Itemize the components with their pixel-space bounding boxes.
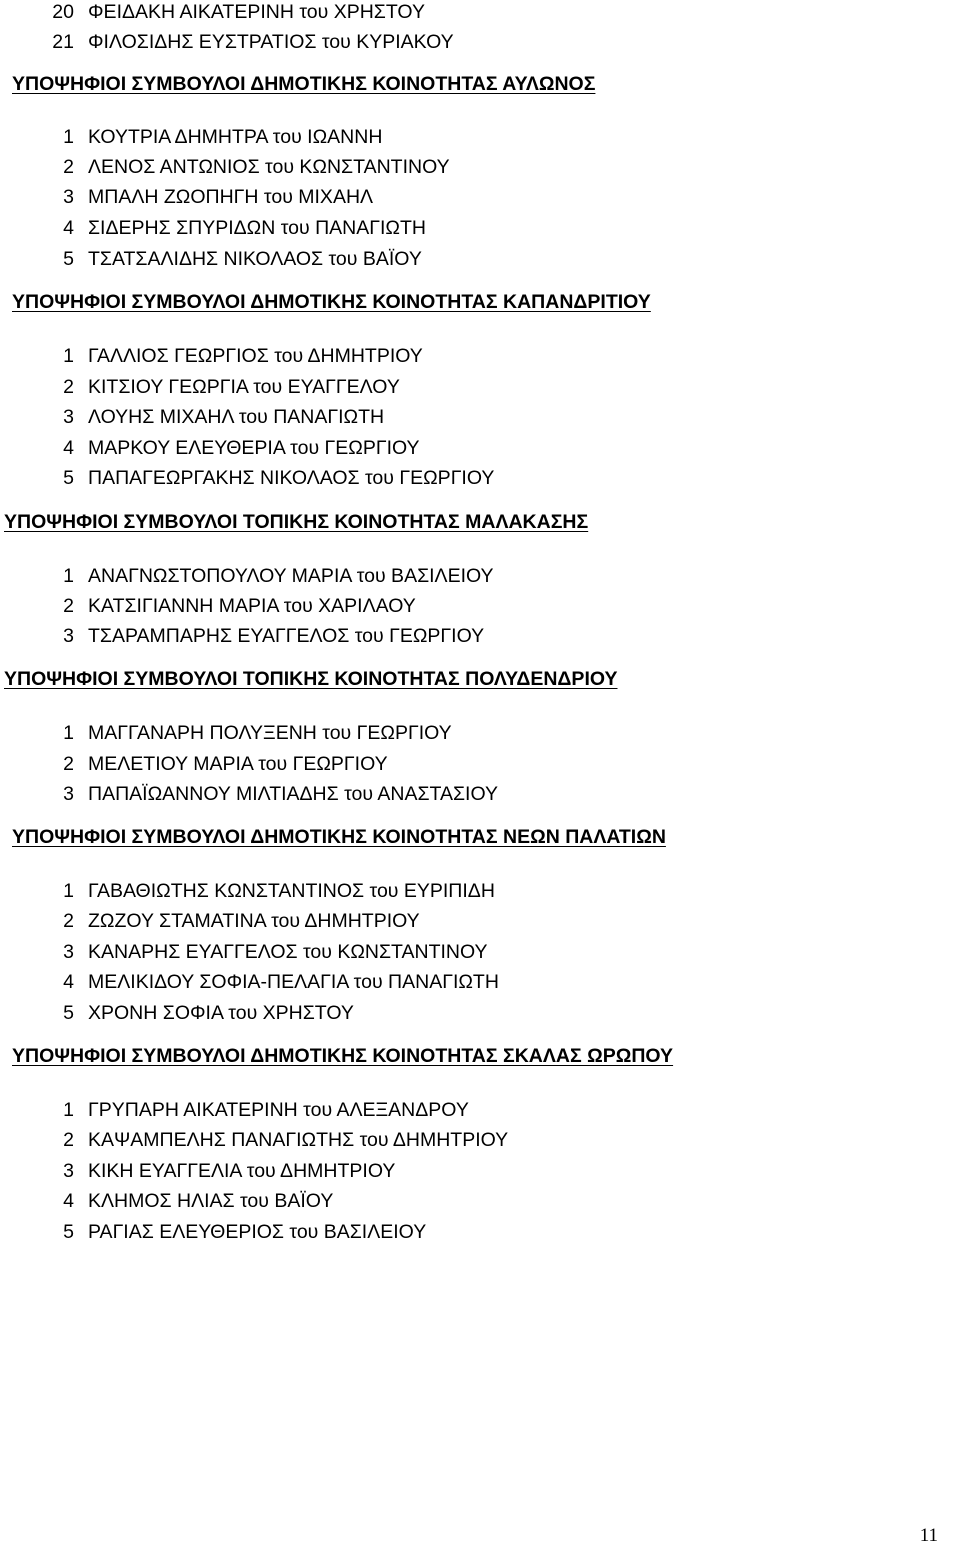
candidate-number: 1 [63, 565, 74, 587]
candidate-name: ΓΑΛΛΙΟΣ ΓΕΩΡΓΙΟΣ του ΔΗΜΗΤΡΙΟΥ [88, 345, 423, 367]
candidate-number: 3 [63, 406, 74, 428]
section-heading: ΥΠΟΨΗΦΙΟΙ ΣΥΜΒΟΥΛΟΙ ΔΗΜΟΤΙΚΗΣ ΚΟΙΝΟΤΗΤΑΣ ΝΕΩΝ ΠΑΛΑΤΙΩΝ [12, 826, 666, 848]
candidate-name: ΚΑΝΑΡΗΣ ΕΥΑΓΓΕΛΟΣ του ΚΩΝΣΤΑΝΤΙΝΟΥ [88, 941, 488, 963]
candidate-name: ΚΙΤΣΙΟΥ ΓΕΩΡΓΙΑ του ΕΥΑΓΓΕΛΟΥ [88, 376, 400, 398]
candidate-name: ΛΟΥΗΣ ΜΙΧΑΗΛ του ΠΑΝΑΓΙΩΤΗ [88, 406, 385, 428]
candidate-name: ΛΕΝΟΣ ΑΝΤΩΝΙΟΣ του ΚΩΝΣΤΑΝΤΙΝΟΥ [88, 156, 450, 178]
candidate-name: ΜΕΛΙΚΙΔΟΥ ΣΟΦΙΑ-ΠΕΛΑΓΙΑ του ΠΑΝΑΓΙΩΤΗ [88, 971, 499, 993]
candidate-number: 4 [63, 971, 74, 993]
candidate-number: 5 [63, 1002, 74, 1024]
section-heading: ΥΠΟΨΗΦΙΟΙ ΣΥΜΒΟΥΛΟΙ ΔΗΜΟΤΙΚΗΣ ΚΟΙΝΟΤΗΤΑΣ ΑΥΛΩΝΟΣ [12, 73, 596, 95]
candidate-name: ΠΑΠΑΪΩΑΝΝΟΥ ΜΙΛΤΙΑΔΗΣ του ΑΝΑΣΤΑΣΙΟΥ [88, 783, 499, 805]
candidate-name: ΚΛΗΜΟΣ ΗΛΙΑΣ του ΒΑΪΟΥ [88, 1190, 334, 1212]
candidate-number: 5 [63, 248, 74, 270]
candidate-number: 2 [63, 376, 74, 398]
candidate-name: ΓΡΥΠΑΡΗ ΑΙΚΑΤΕΡΙΝΗ του ΑΛΕΞΑΝΔΡΟΥ [88, 1099, 469, 1121]
candidate-number: 1 [63, 126, 74, 148]
section-heading: ΥΠΟΨΗΦΙΟΙ ΣΥΜΒΟΥΛΟΙ ΔΗΜΟΤΙΚΗΣ ΚΟΙΝΟΤΗΤΑΣ ΚΑΠΑΝΔΡΙΤΙΟΥ [12, 291, 651, 313]
candidate-name: ΚΟΥΤΡΙΑ ΔΗΜΗΤΡΑ του ΙΩΑΝΝΗ [88, 126, 383, 148]
candidate-number: 1 [63, 722, 74, 744]
candidate-name: ΜΑΡΚΟΥ ΕΛΕΥΘΕΡΙΑ του ΓΕΩΡΓΙΟΥ [88, 437, 420, 459]
candidate-number: 1 [63, 880, 74, 902]
candidate-name: ΚΙΚΗ ΕΥΑΓΓΕΛΙΑ του ΔΗΜΗΤΡΙΟΥ [88, 1160, 396, 1182]
candidate-number: 3 [63, 1160, 74, 1182]
candidate-name: ΚΑΤΣΙΓΙΑΝΝΗ ΜΑΡΙΑ του ΧΑΡΙΛΑΟΥ [88, 595, 416, 617]
candidate-number: 4 [63, 217, 74, 239]
candidate-name: ΚΑΨΑΜΠΕΛΗΣ ΠΑΝΑΓΙΩΤΗΣ του ΔΗΜΗΤΡΙΟΥ [88, 1129, 509, 1151]
candidate-name: ΡΑΓΙΑΣ ΕΛΕΥΘΕΡΙΟΣ του ΒΑΣΙΛΕΙΟΥ [88, 1221, 427, 1243]
candidate-name: ΧΡΟΝΗ ΣΟΦΙΑ του ΧΡΗΣΤΟΥ [88, 1002, 354, 1024]
candidate-number: 2 [63, 910, 74, 932]
candidate-number: 21 [52, 31, 74, 53]
candidate-name: ΦΕΙΔΑΚΗ ΑΙΚΑΤΕΡΙΝΗ του ΧΡΗΣΤΟΥ [88, 1, 425, 23]
candidate-number: 1 [63, 1099, 74, 1121]
candidate-number: 3 [63, 186, 74, 208]
candidate-number: 3 [63, 625, 74, 647]
candidate-name: ΖΩΖΟΥ ΣΤΑΜΑΤΙΝΑ του ΔΗΜΗΤΡΙΟΥ [88, 910, 420, 932]
page-number: 11 [919, 1525, 938, 1546]
candidate-name: ΠΑΠΑΓΕΩΡΓΑΚΗΣ ΝΙΚΟΛΑΟΣ του ΓΕΩΡΓΙΟΥ [88, 467, 495, 489]
candidate-number: 1 [63, 345, 74, 367]
candidate-name: ΤΣΑΤΣΑΛΙΔΗΣ ΝΙΚΟΛΑΟΣ του ΒΑΪΟΥ [88, 248, 422, 270]
candidate-number: 2 [63, 595, 74, 617]
candidate-name: ΓΑΒΑΘΙΩΤΗΣ ΚΩΝΣΤΑΝΤΙΝΟΣ του ΕΥΡΙΠΙΔΗ [88, 880, 495, 902]
candidate-number: 2 [63, 156, 74, 178]
candidate-number: 20 [52, 1, 74, 23]
candidate-number: 5 [63, 1221, 74, 1243]
candidate-name: ΑΝΑΓΝΩΣΤΟΠΟΥΛΟΥ ΜΑΡΙΑ του ΒΑΣΙΛΕΙΟΥ [88, 565, 494, 587]
section-heading: ΥΠΟΨΗΦΙΟΙ ΣΥΜΒΟΥΛΟΙ ΤΟΠΙΚΗΣ ΚΟΙΝΟΤΗΤΑΣ ΠΟΛΥΔΕΝΔΡΙΟΥ [4, 668, 618, 690]
section-heading: ΥΠΟΨΗΦΙΟΙ ΣΥΜΒΟΥΛΟΙ ΔΗΜΟΤΙΚΗΣ ΚΟΙΝΟΤΗΤΑΣ ΣΚΑΛΑΣ ΩΡΩΠΟΥ [12, 1045, 674, 1067]
candidate-number: 5 [63, 467, 74, 489]
candidate-number: 4 [63, 1190, 74, 1212]
candidate-name: ΦΙΛΟΣΙΔΗΣ ΕΥΣΤΡΑΤΙΟΣ του ΚΥΡΙΑΚΟΥ [88, 31, 454, 53]
candidate-number: 3 [63, 941, 74, 963]
candidate-name: ΤΣΑΡΑΜΠΑΡΗΣ ΕΥΑΓΓΕΛΟΣ του ΓΕΩΡΓΙΟΥ [88, 625, 485, 647]
candidate-number: 4 [63, 437, 74, 459]
candidate-number: 2 [63, 1129, 74, 1151]
candidate-name: ΜΕΛΕΤΙΟΥ ΜΑΡΙΑ του ΓΕΩΡΓΙΟΥ [88, 753, 388, 775]
candidate-name: ΣΙΔΕΡΗΣ ΣΠΥΡΙΔΩΝ του ΠΑΝΑΓΙΩΤΗ [88, 217, 426, 239]
section-heading: ΥΠΟΨΗΦΙΟΙ ΣΥΜΒΟΥΛΟΙ ΤΟΠΙΚΗΣ ΚΟΙΝΟΤΗΤΑΣ ΜΑΛΑΚΑΣΗΣ [4, 511, 589, 533]
candidate-name: ΜΠΑΛΗ ΖΩΟΠΗΓΗ του ΜΙΧΑΗΛ [88, 186, 374, 208]
candidate-name: ΜΑΓΓΑΝΑΡΗ ΠΟΛΥΞΕΝΗ του ΓΕΩΡΓΙΟΥ [88, 722, 452, 744]
candidate-number: 3 [63, 783, 74, 805]
candidate-number: 2 [63, 753, 74, 775]
